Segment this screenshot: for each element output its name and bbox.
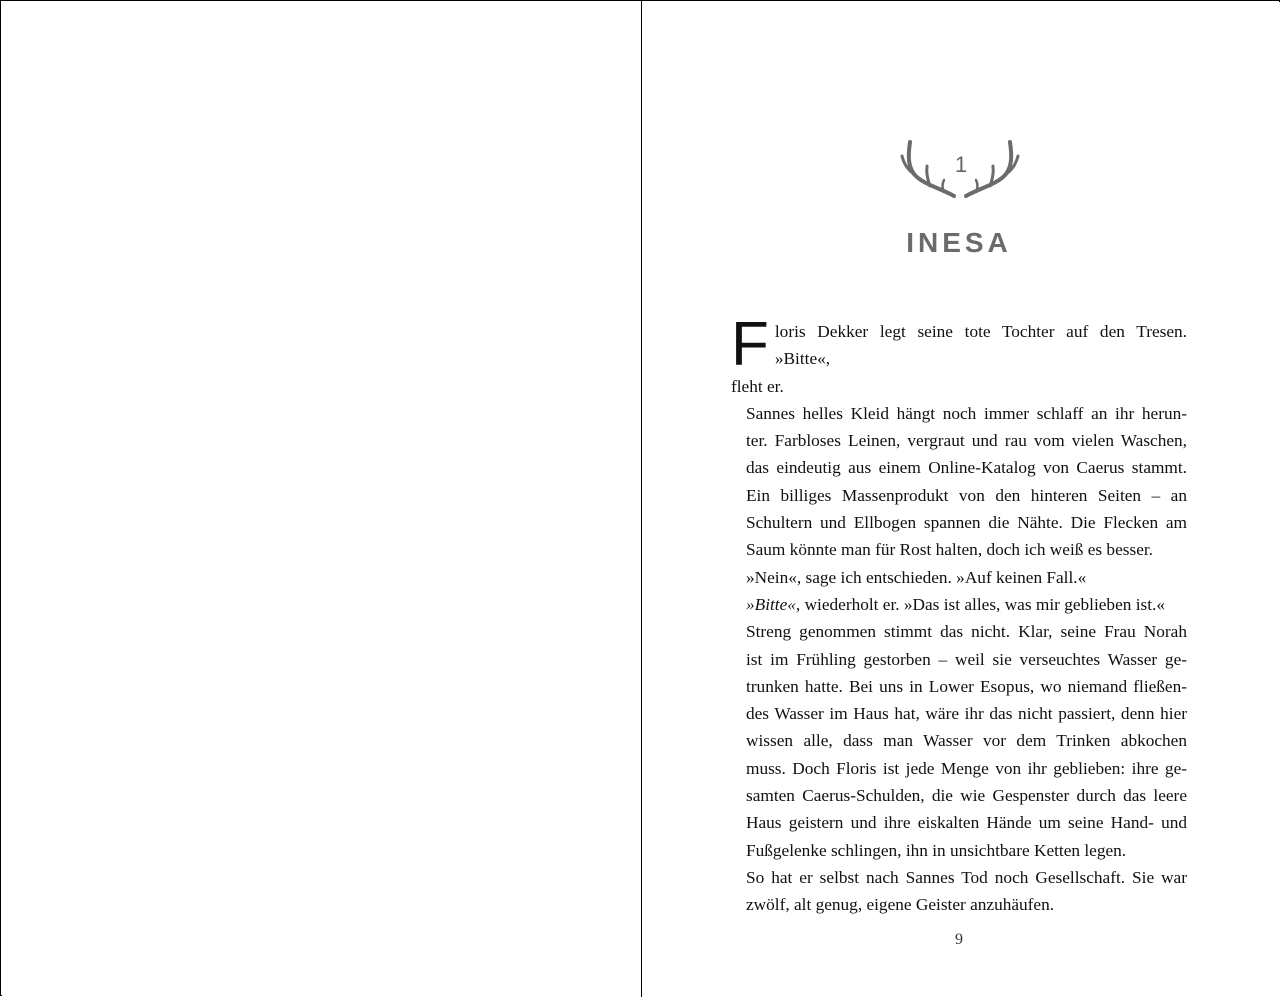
paragraph xyxy=(731,618,1187,864)
paragraph xyxy=(731,864,1187,919)
text-line: Saum könnte man für Rost halten, doch ich weiß es besser. xyxy=(746,540,1153,560)
text-line: Haus geistern und ihre eiskalten Hände um seine Hand- und xyxy=(746,813,1187,833)
text-line: Schultern und Ellbogen spannen die Nähte. Die Flecken am xyxy=(746,513,1187,533)
text-line: das eindeutig aus einem Online-Katalog von Caerus stammt. xyxy=(746,458,1187,478)
text-line: des Wasser im Haus hat, wäre ihr das nicht passiert, denn hier xyxy=(746,704,1187,724)
page-number: 9 xyxy=(955,931,963,948)
paragraph xyxy=(731,400,1187,564)
chapter-number: 1 xyxy=(954,152,968,177)
text-line: loris Dekker legt seine tote Tochter auf den Tresen. »Bitte«, xyxy=(774,322,1187,369)
text-line: ist im Frühling gestorben – weil sie verseuchtes Wasser ge- xyxy=(746,649,1187,669)
italic-text: »Bitte« xyxy=(746,594,796,614)
text-line: zwölf, alt genug, eigene Geister anzuhäufen. xyxy=(746,895,1055,915)
left-page-blank xyxy=(2,2,641,996)
text-line: trunken hatte. Bei uns in Lower Esopus, wo niemand fließen- xyxy=(746,676,1187,696)
text-line: ter. Farbloses Leinen, vergraut und rau vom vielen Waschen, xyxy=(746,431,1187,451)
text-line: fleht er. xyxy=(731,376,784,396)
text-line: muss. Doch Floris ist jede Menge von ihr geblieben: ihre ge- xyxy=(746,758,1187,778)
text-line: »Nein«, sage ich entschieden. »Auf keinen Fall.« xyxy=(746,567,1087,587)
text-line: Ein billiges Massenprodukt von den hinteren Seiten – an xyxy=(746,485,1187,505)
text-line: Streng genommen stimmt das nicht. Klar, seine Frau Norah xyxy=(746,622,1187,642)
chapter-title: INESA xyxy=(906,227,1012,258)
chapter-body-text xyxy=(731,310,1187,919)
drop-cap: F xyxy=(731,310,769,379)
text-line: Fußgelenke schlingen, ihn in unsichtbare Ketten legen. xyxy=(746,840,1127,860)
text-line: , wiederholt er. »Das ist alles, was mir geblieben ist.« xyxy=(795,594,1165,614)
paragraph xyxy=(731,591,1187,618)
paragraph xyxy=(731,310,1187,400)
right-page xyxy=(642,2,1280,996)
text-line: wissen alle, dass man Wasser vor dem Trinken abkochen xyxy=(746,731,1187,751)
text-line: samten Caerus-Schulden, die wie Gespenster durch das leere xyxy=(746,786,1187,806)
text-line: Sannes helles Kleid hängt noch immer schlaff an ihr herun- xyxy=(746,403,1187,423)
text-line: So hat er selbst nach Sannes Tod noch Gesellschaft. Sie war xyxy=(746,867,1187,887)
paragraph xyxy=(731,564,1187,591)
